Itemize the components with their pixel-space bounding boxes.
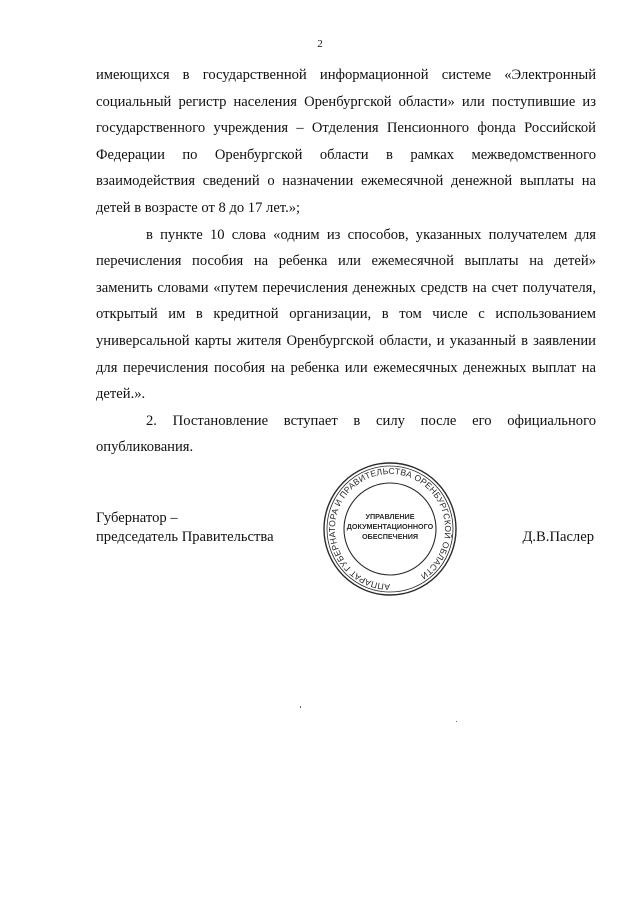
seal-center-line2: ДОКУМЕНТАЦИОННОГО [346, 522, 434, 531]
signatory-name: Д.В.Паслер [522, 529, 594, 545]
official-seal [322, 461, 458, 597]
seal-center-line1: УПРАВЛЕНИЕ [365, 512, 415, 521]
text-line: заменить словами «путем перечисления денежных средств на счет получателя, [96, 279, 596, 296]
scan-speck [456, 721, 457, 722]
seal-center-line3: ОБЕСПЕЧЕНИЯ [361, 532, 419, 541]
signatory-title-line1: Губернатор – [96, 510, 178, 526]
text-line: для перечисления пособия на ребенка или ежемесячных денежных выплат на [96, 359, 596, 376]
document-body [96, 62, 596, 461]
text-line: Федерации по Оренбургской области в рамках межведомственного [96, 146, 596, 163]
text-line: перечисления пособия на ребенка или ежемесячной выплаты на детей» [96, 253, 596, 270]
signatory-position [96, 509, 274, 547]
text-line: 2. Постановление вступает в силу после его официального [146, 412, 596, 429]
page-number: 2 [317, 38, 323, 50]
text-line: детей.». [96, 386, 146, 403]
seal-ring-text: АППАРАТ ГУБЕРНАТОРА И ПРАВИТЕЛЬСТВА ОРЕНБУРГСКОЙ ОБЛАСТИ [326, 465, 454, 593]
text-line: государственного учреждения – Отделения Пенсионного фонда Российской [96, 120, 596, 137]
text-line: социальный регистр населения Оренбургской области» или поступившие из [96, 93, 596, 110]
text-line: опубликования. [96, 439, 194, 456]
signatory-title-line2: председатель Правительства [96, 529, 274, 545]
text-line: имеющихся в государственной информационной системе «Электронный [96, 67, 596, 83]
text-line: в пункте 10 слова «одним из способов, указанных получателем для [146, 226, 596, 243]
text-line: взаимодействия сведений о назначении ежемесячной денежной выплаты на [96, 173, 596, 190]
text-line: открытый им в кредитной организации, в том числе с использованием [96, 306, 596, 323]
text-line: универсальной карты жителя Оренбургской области, и указанный в заявлении [96, 332, 596, 349]
text-line: детей в возрасте от 8 до 17 лет.»; [96, 199, 301, 216]
scan-speck [300, 706, 301, 708]
